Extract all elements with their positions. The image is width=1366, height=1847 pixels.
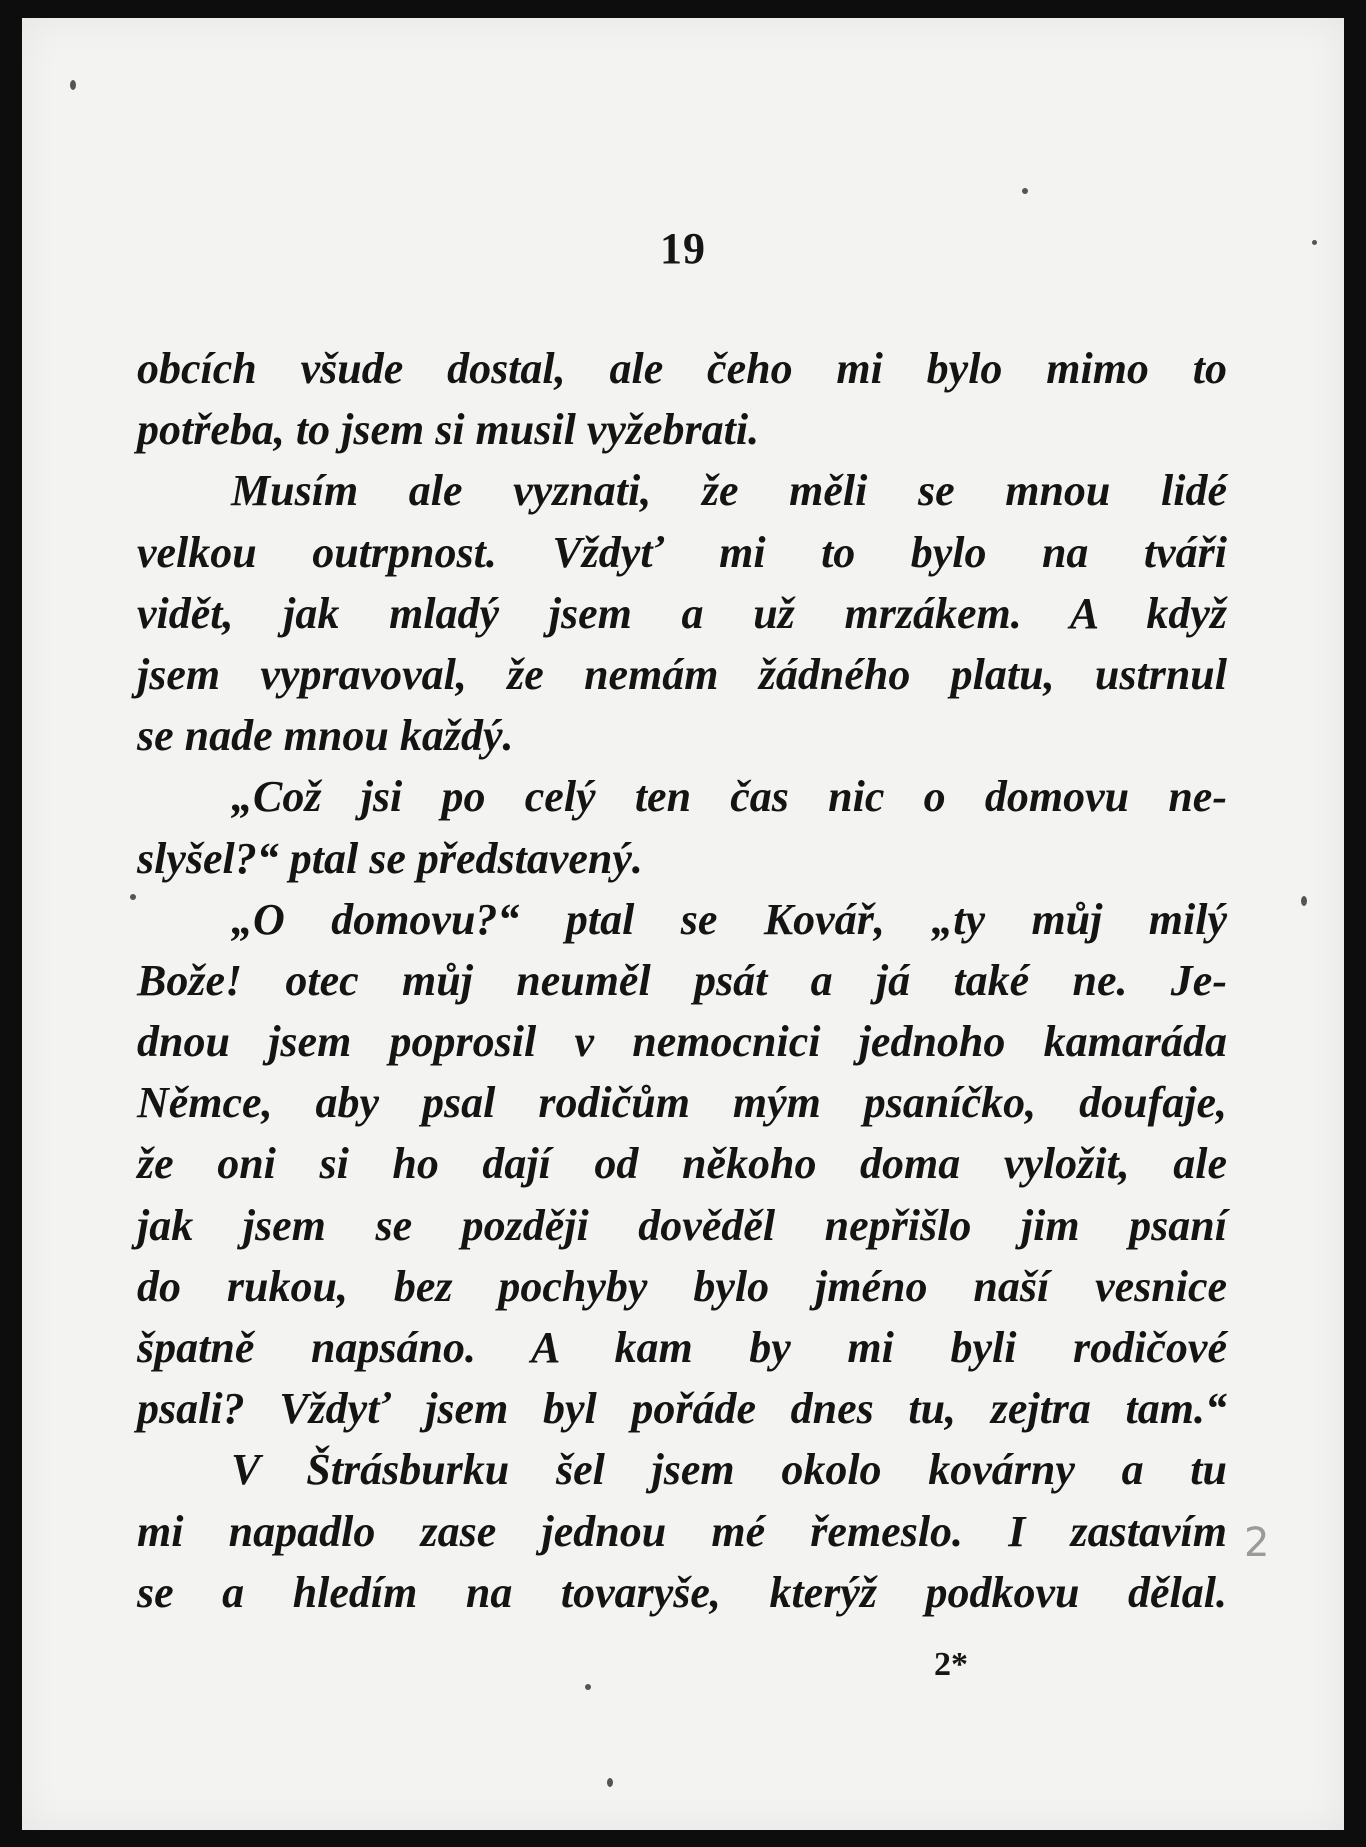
ink-speck	[1312, 240, 1317, 245]
ink-speck	[1301, 896, 1307, 906]
ink-speck	[607, 1778, 613, 1787]
ink-speck	[1022, 188, 1028, 194]
ink-speck	[70, 80, 76, 90]
text-line: velkou outrpnost. Vždyť mi to bylo na tváři	[137, 527, 1227, 577]
text-line: se nade mnou každý.	[137, 711, 514, 761]
text-line: jsem vypravoval, že nemám žádného platu, ustrnul	[137, 649, 1227, 699]
text-line: jak jsem se později dověděl nepřišlo jim psaní	[137, 1200, 1227, 1250]
ink-speck	[585, 1684, 591, 1690]
body-text	[137, 338, 1227, 1623]
signature-mark: 2*	[934, 1646, 968, 1683]
text-line: špatně napsáno. A kam by mi byli rodičové	[137, 1323, 1227, 1372]
text-line: se a hledím na tovaryše, kterýž podkovu dělal.	[137, 1567, 1227, 1617]
text-line: dnou jsem poprosil v nemocnici jednoho kamaráda	[137, 1017, 1227, 1067]
text-line: mi napadlo zase jednou mé řemeslo. I zastavím	[137, 1506, 1227, 1556]
text-line: potřeba, to jsem si musil vyžebrati.	[137, 405, 760, 455]
text-line: V Štrásburku šel jsem okolo kovárny a tu	[231, 1445, 1227, 1495]
margin-pencil-note: 2	[1244, 1520, 1270, 1566]
text-line: Němce, aby psal rodičům mým psaníčko, doufaje,	[137, 1078, 1227, 1128]
text-line: Bože! otec můj neuměl psát a já také ne. Je-	[137, 955, 1227, 1005]
text-line: vidět, jak mladý jsem a už mrzákem. A když	[137, 588, 1227, 638]
text-line: Musím ale vyznati, že měli se mnou lidé	[231, 466, 1227, 516]
text-line: slyšel?“ ptal se představený.	[137, 833, 643, 883]
text-line: do rukou, bez pochyby bylo jméno naší vesnice	[137, 1261, 1227, 1311]
book-page	[22, 18, 1344, 1830]
text-line: psali? Vždyť jsem byl pořáde dnes tu, zejtra tam.“	[137, 1384, 1227, 1434]
ink-speck	[130, 894, 136, 900]
text-line: „Což jsi po celý ten čas nic o domovu ne-	[231, 772, 1227, 822]
page-number: 19	[660, 224, 706, 273]
text-line: že oni si ho dají od někoho doma vyložit, ale	[137, 1139, 1227, 1189]
text-line: „O domovu?“ ptal se Kovář, „ty můj milý	[231, 894, 1227, 944]
text-line: obcích všude dostal, ale čeho mi bylo mimo to	[137, 344, 1227, 393]
